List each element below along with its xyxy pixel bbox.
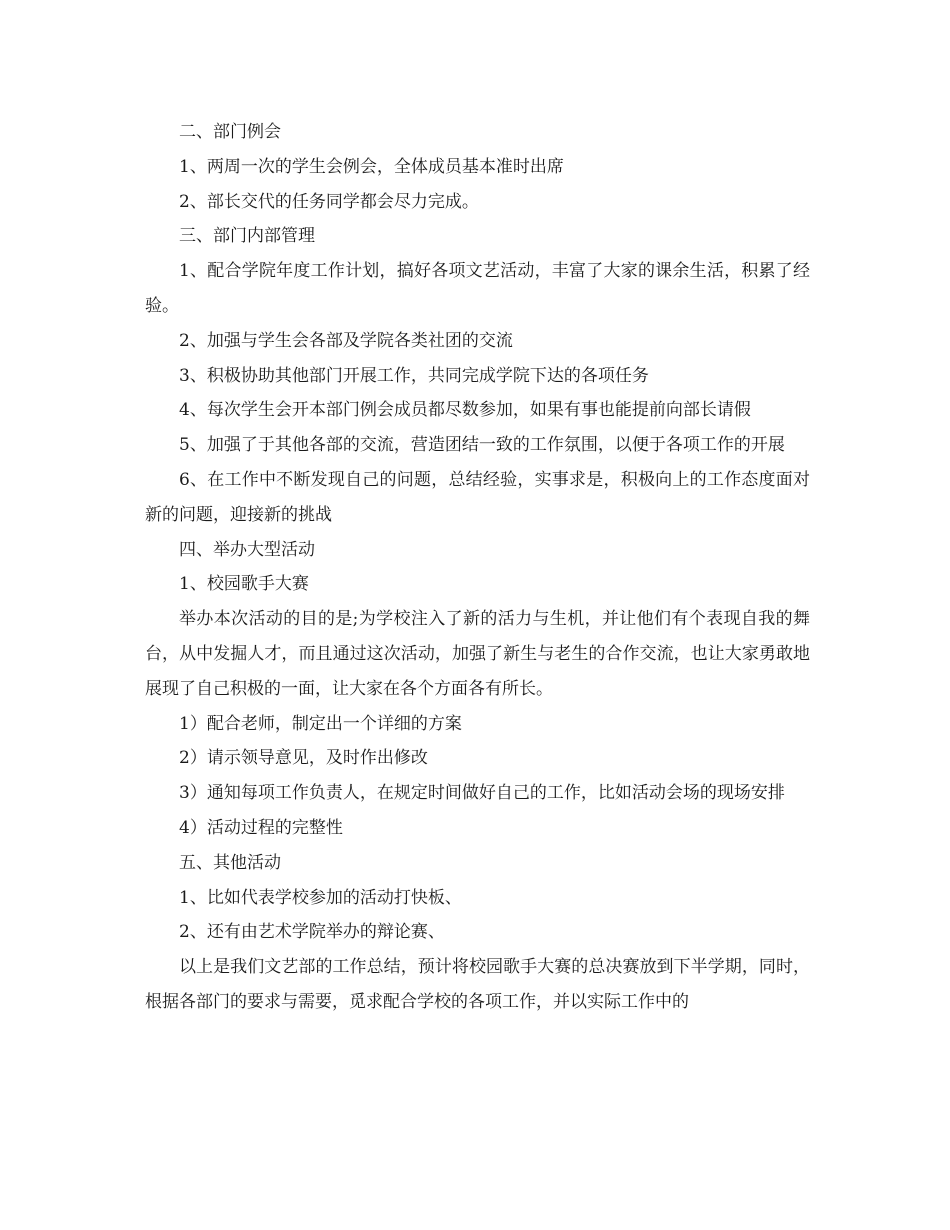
paragraph: 2、还有由艺术学院举办的辩论赛、 <box>179 922 445 943</box>
list-item: 2）请示领导意见，及时作出修改 <box>179 748 428 769</box>
list-item: 3）通知每项工作负责人，在规定时间做好自己的工作，比如活动会场的现场安排 <box>179 783 785 804</box>
paragraph: 1、比如代表学校参加的活动打快板、 <box>179 887 462 908</box>
paragraph: 2、加强与学生会各部及学院各类社团的交流 <box>179 330 513 351</box>
paragraph: 3、积极协助其他部门开展工作，共同完成学院下达的各项任务 <box>179 365 649 386</box>
paragraph: 1、校园歌手大赛 <box>179 574 309 595</box>
list-item: 4）活动过程的完整性 <box>179 817 343 838</box>
paragraph: 1、配合学院年度工作计划，搞好各项文艺活动，丰富了大家的课余生活，积累了经验。 <box>145 261 810 316</box>
section-heading-other-activities: 五、其他活动 <box>179 852 281 873</box>
section-heading-large-events: 四、举办大型活动 <box>179 539 315 560</box>
paragraph: 6、在工作中不断发现自己的问题，总结经验，实事求是，积极向上的工作态度面对新的问题，迎接新的挑战 <box>145 469 810 525</box>
paragraph: 以上是我们文艺部的工作总结，预计将校园歌手大赛的总决赛放到下半学期，同时，根据各部门的要求与需要，觅求配合学校的各项工作，并以实际工作中的 <box>145 957 810 1012</box>
paragraph: 4、每次学生会开本部门例会成员都尽数参加，如果有事也能提前向部长请假 <box>179 400 751 421</box>
paragraph: 5、加强了于其他各部的交流，营造团结一致的工作氛围，以便于各项工作的开展 <box>179 435 785 456</box>
paragraph: 举办本次活动的目的是;为学校注入了新的活力与生机，并让他们有个表现自我的舞台，从中发掘人才，而且通过这次活动，加强了新生与老生的合作交流，也让大家勇敢地展现了自己积极的一面，让大家在各个方面各有所长。 <box>145 609 810 699</box>
list-item: 1）配合老师，制定出一个详细的方案 <box>179 713 462 734</box>
document-body <box>145 115 810 1020</box>
section-heading-meetings: 二、部门例会 <box>179 122 281 142</box>
section-heading-internal-management: 三、部门内部管理 <box>179 226 315 247</box>
paragraph: 2、部长交代的任务同学都会尽力完成。 <box>179 191 479 212</box>
paragraph: 1、两周一次的学生会例会，全体成员基本准时出席 <box>179 156 564 177</box>
